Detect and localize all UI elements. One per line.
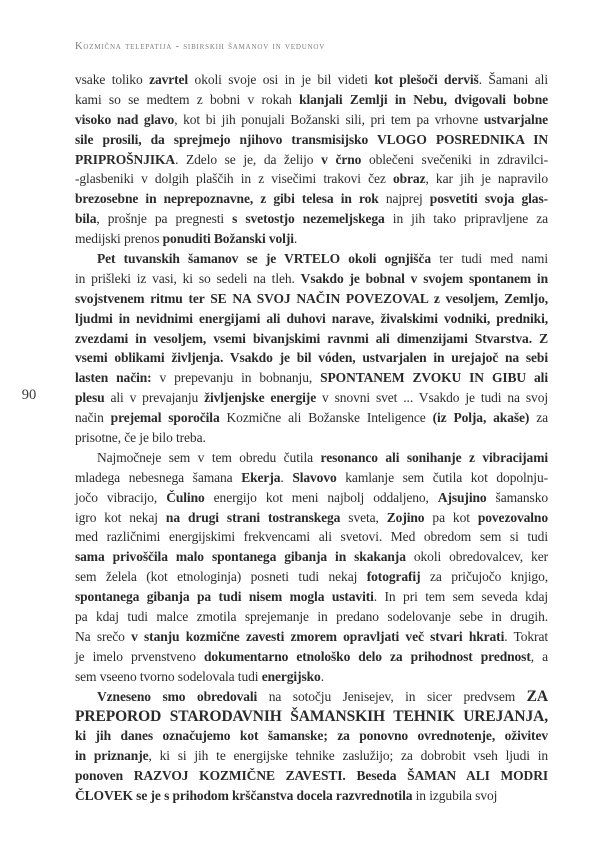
emphasized-text: sama privoščila malo spontanega gibanja in skakanja [75,549,406,565]
emphasized-text: energijsko [261,668,321,684]
emphasized-text: vsemi oblikami življenja. Vsakdo je bil vóden, ustvarjalen in urejajoč na sebi [75,350,548,366]
emphasized-text: Vzneseno smo obredovali [97,688,258,704]
text-line [75,587,548,607]
text-line [75,567,548,587]
paragraph [75,687,548,806]
body-text: v prepevanju in bobnanju, [151,370,321,386]
text-line [75,786,548,806]
emphasized-text: Vsakdo je bobnal v svojem spontanem in [300,270,548,286]
text-line [75,627,548,647]
emphasized-text: spontanega gibanja pa tudi nisem mogla ustaviti [75,589,374,605]
body-text: vsake toliko [75,72,150,87]
running-header: Kozmična telepatija - sibirskih šamanov in vedunov [75,41,326,52]
emphasized-text: ki jih danes označujemo kot šamanske; za ponovno ovrednotenje, oživitev [75,728,548,744]
body-text: ali v prevajanju [104,390,205,406]
body-text: pa kdaj tudi malce zmotila sprejemanje in predano sodelovanje sebe in drugih. [75,609,548,625]
body-text: , kar jih je napravilo [425,171,548,187]
emphasized-text: obraz [392,171,426,187]
text-line [75,130,548,150]
text-line [75,309,548,329]
body-text: . [280,469,293,485]
text-line [75,687,548,707]
body-text: ter tudi med nami [430,251,548,267]
emphasized-text: bila [75,211,97,227]
emphasized-text: Zojino [386,509,425,525]
emphasized-text: v črno [321,151,362,167]
body-text: -glasbeniki v dolgih plaščih in z visečimi trakovi čez [75,171,393,187]
emphasized-text: življenjske energije [204,390,317,406]
text-line [75,110,548,130]
emphasized-text: na drugi strani tostranskega [165,509,341,525]
emphasized-text: visoko nad glavo [75,111,175,127]
emphasized-text: ustvarjalne [483,111,548,127]
body-text: Najmočneje sem v tem obredu čutila [97,449,321,465]
body-text: je imelo prvenstveno [75,648,204,664]
body-text: . Šamani ali [478,72,548,87]
body-text: prisotne, če je bilo treba. [75,430,206,446]
text-line [75,249,548,269]
body-text: pa kot [424,509,478,525]
emphasized-text: ČLOVEK se je s prihodom krščanstva docela razvrednotila [75,788,413,804]
text-line [75,189,548,209]
text-line [75,667,548,687]
emphasized-text: svojstvenem ritmu ter SE NA SVOJ NAČIN POVEZOVAL z vesoljem, Zemljo, [75,290,548,306]
text-block [75,70,548,806]
emphasized-text: fotografij [366,569,421,585]
text-line [75,408,548,428]
text-line [75,368,548,388]
body-text: kamlanje sem čutila kot dopolnju- [336,469,548,485]
emphasized-text: ZA [526,687,549,705]
text-line [75,209,548,229]
emphasized-text: sile prosili, da sprejmejo njihovo transmisijsko VLOGO POSREDNIKA IN [75,131,548,147]
emphasized-text: zvezdami in vesoljem, vsemi bivanjskimi ravnmi ali dimenzijami Stvarstva. Z [75,330,548,346]
emphasized-text: ponoven RAZVOJ KOZMIČNE ZAVESTI. Beseda ŠAMAN ALI MODRI [75,768,548,784]
emphasized-text: resonanco ali sonihanje z vibracijami [320,449,548,465]
text-line [75,289,548,309]
body-text: na sotočju Jenisejev, in sicer predvsem [257,688,527,704]
body-text: šamansko [486,489,548,505]
text-line [75,169,548,189]
body-text: energijo kot meni najbolj oddaljeno, [204,489,438,505]
body-text: način [75,410,111,426]
body-text: Na srečo [75,628,132,644]
text-line [75,766,548,786]
body-text: oblečeni svečeniki in zdravilci- [361,151,548,167]
emphasized-text: ponuditi Božanski volji [162,231,294,247]
body-text: , prošnje pa pregnesti [96,211,233,227]
emphasized-text: in priznanje [75,748,149,764]
text-line [75,726,548,746]
body-text: okoli svoje osi in je bil videti [188,72,375,87]
body-text: medijski prenos [75,231,163,247]
emphasized-text: v stanju kozmične zavesti zmorem opravljati več stvari hkrati [131,628,505,644]
body-text: . [293,231,298,247]
text-line [75,527,548,547]
text-line [75,348,548,368]
body-text: . Zdelo se je, da želijo [175,151,322,167]
body-text: med različnimi energijskimi frekvencami ali svetovi. Med obredom sem si tudi [75,529,548,545]
body-text: in jih tako pripravljene za [384,211,549,227]
text-line [75,488,548,508]
emphasized-text: SPONTANEM ZVOKU IN GIBU ali [320,370,548,386]
body-text: . Tokrat [504,628,548,644]
paragraph [75,70,548,249]
emphasized-text: kot plešoči derviš [374,72,479,87]
body-text: sveta, [340,509,387,525]
body-text: , a [530,648,548,664]
text-line [75,428,548,448]
emphasized-text: Čulino [166,489,205,505]
body-text: sem želela (kot etnologinja) posneti tudi nekaj [75,569,367,585]
text-line [75,746,548,766]
emphasized-text: s svetostjo nezemeljskega [232,211,385,227]
body-text: , ki si jih te energijske tehnike zaslužijo; za dobrobit vseh ljudi in [148,748,548,764]
emphasized-text: prejemal sporočila [110,410,220,426]
body-text: . [320,668,324,684]
emphasized-text: PREPOROD STARODAVNIH ŠAMANSKIH TEHNIK UREJANJA, [75,707,548,725]
text-line [75,70,548,90]
body-text: , kot bi jih ponujali Božanski sili, pri tem pa vrhovne [174,111,484,127]
text-line [75,150,548,170]
body-text: in prišleki iz vasi, ki so sedeli na tleh. [75,270,301,286]
text-line [75,448,548,468]
emphasized-text: Slavovo [292,469,337,485]
emphasized-text: Ajsujino [437,489,487,505]
text-line [75,468,548,488]
paragraph [75,249,548,448]
emphasized-text: posvetiti svoja glas- [429,191,548,207]
body-text: v snovni svet ... Vsakdo je tudi na svoj [316,390,548,406]
body-text: kami so se medtem z bobni v rokah [75,91,300,107]
body-text: za [529,410,548,426]
body-text: . In pri tem sem seveda kdaj [373,589,548,605]
body-text: za pričujočo knjigo, [420,569,548,585]
text-line [75,607,548,627]
body-text: najprej [378,191,430,207]
text-line [75,329,548,349]
emphasized-text: PRIPROŠNJIKA [75,151,176,167]
text-line [75,90,548,110]
emphasized-text: lasten način: [75,370,152,386]
body-text: igro kot nekaj [75,509,166,525]
emphasized-text: ljudmi in nevidnimi energijami ali duhovi narave, živalskimi vodniki, predniki, [75,310,548,326]
emphasized-text: Pet tuvanskih šamanov se je VRTELO okoli ognjišča [97,251,431,267]
body-text: Kozmične ali Božanske Inteligence [219,410,433,426]
emphasized-text: dokumentarno etnološko delo za prihodnost prednost [203,648,531,664]
body-text: okoli obredovalcev, ker [405,549,548,565]
text-line [75,547,548,567]
paragraph [75,448,548,687]
text-line [75,647,548,667]
emphasized-text: brezosebne in neprepoznavne, z gibi telesa in rok [75,191,379,207]
emphasized-text: zavrtel [149,72,189,87]
text-line [75,388,548,408]
emphasized-text: plesu [75,390,105,406]
body-text: in izgubila svoj [412,788,498,804]
emphasized-text: klanjali Zemlji in Nebu, dvigovali bobne [299,91,548,107]
text-line [75,229,548,249]
emphasized-text: Ekerja [241,469,281,485]
body-text: jočo vibracijo, [75,489,167,505]
text-line [75,269,548,289]
text-line [75,508,548,528]
emphasized-text: (iz Polja, akaše) [432,410,530,426]
text-line [75,707,548,727]
page-number: 90 [21,387,37,403]
emphasized-text: povezovalno [477,509,548,525]
body-text: sem vseeno tvorno sodelovala tudi [75,668,262,684]
body-text: mladega nebesnega šamana [75,469,242,485]
